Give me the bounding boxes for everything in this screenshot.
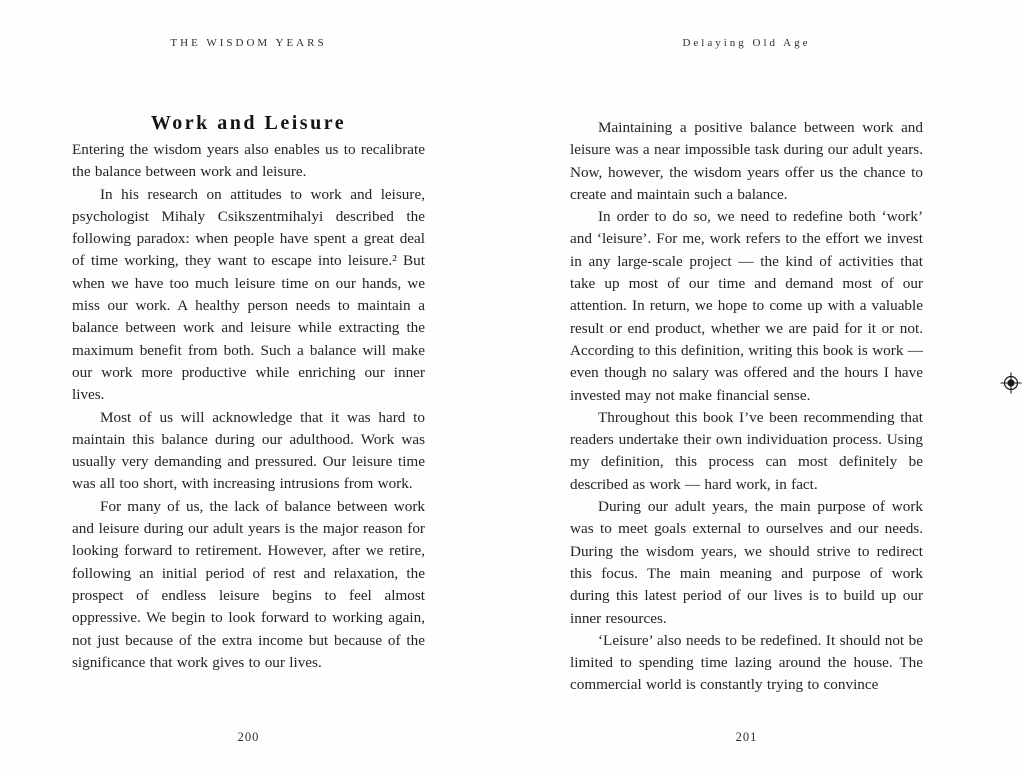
section-title: Work and Leisure [150,112,347,134]
right-page [570,0,923,775]
paragraph: During our adult years, the main purpose of work was to meet goals external to ourselves and our needs. During the wisdom years, we should strive to redirect this focus. The main meaning and purpose of work during this latest period of our lives is to build up our inner resources. [570,498,923,627]
right-page-body [570,117,923,697]
page-number-right: 201 [735,730,758,744]
paragraph: In order to do so, we need to redefine both ‘work’ and ‘leisure’. For me, work refers to the effort we invest in any large-scale project — the kind of activities that take up most of our time and demand most of our attention. In return, we hope to come up with a valuable result or end product, whether we are paid for it or not. According to this definition, writing this book is work — even though no salary was offered and the hours I have invested may not make financial sense. [570,208,923,404]
paragraph: For many of us, the lack of balance between work and leisure during our adult years is the major reason for looking forward to retirement. However, after we retire, following an initial period of rest and relaxation, the prospect of endless leisure begins to feel almost oppressive. We begin to look forward to working again, not just because of the extra income but because of the significance that work gives to our lives. [72,497,425,671]
paragraph: Most of us will acknowledge that it was hard to maintain this balance during our adulthood. Work was usually very demanding and pressured. Our leisure time was all too short, with increasing intrusions from work. [72,408,425,493]
running-header-left: THE WISDOM YEARS [170,37,327,49]
paragraph: Throughout this book I’ve been recommending that readers undertake their own individuation process. Using my definition, this process can most definitely be described as work — hard work, in fact. [570,408,923,493]
registration-target-icon [999,371,1023,395]
paragraph: In his research on attitudes to work and leisure, psychologist Mihaly Csikszentmihalyi described the following paradox: when people have spent a great deal of time working, they want to escape into leisure.² But when we have too much leisure time on our hands, we miss our work. A healthy person needs to maintain a balance between work and leisure while extracting the maximum benefit from both. Such a balance will make our work more productive while enriching our inner lives. [72,185,425,404]
paragraph: Maintaining a positive balance between work and leisure was a near impossible task during our adult years. Now, however, the wisdom years offer us the chance to create and maintain such a balance. [570,119,923,203]
paragraph: ‘Leisure’ also needs to be redefined. It should not be limited to spending time lazing around the house. The commercial world is constantly trying to convince [570,631,923,694]
page-number-left: 200 [237,730,260,744]
running-header-right: Delaying Old Age [682,37,811,49]
left-page-body [72,139,425,674]
left-page [72,0,425,775]
paragraph: Entering the wisdom years also enables us to recalibrate the balance between work and leisure. [72,141,425,181]
